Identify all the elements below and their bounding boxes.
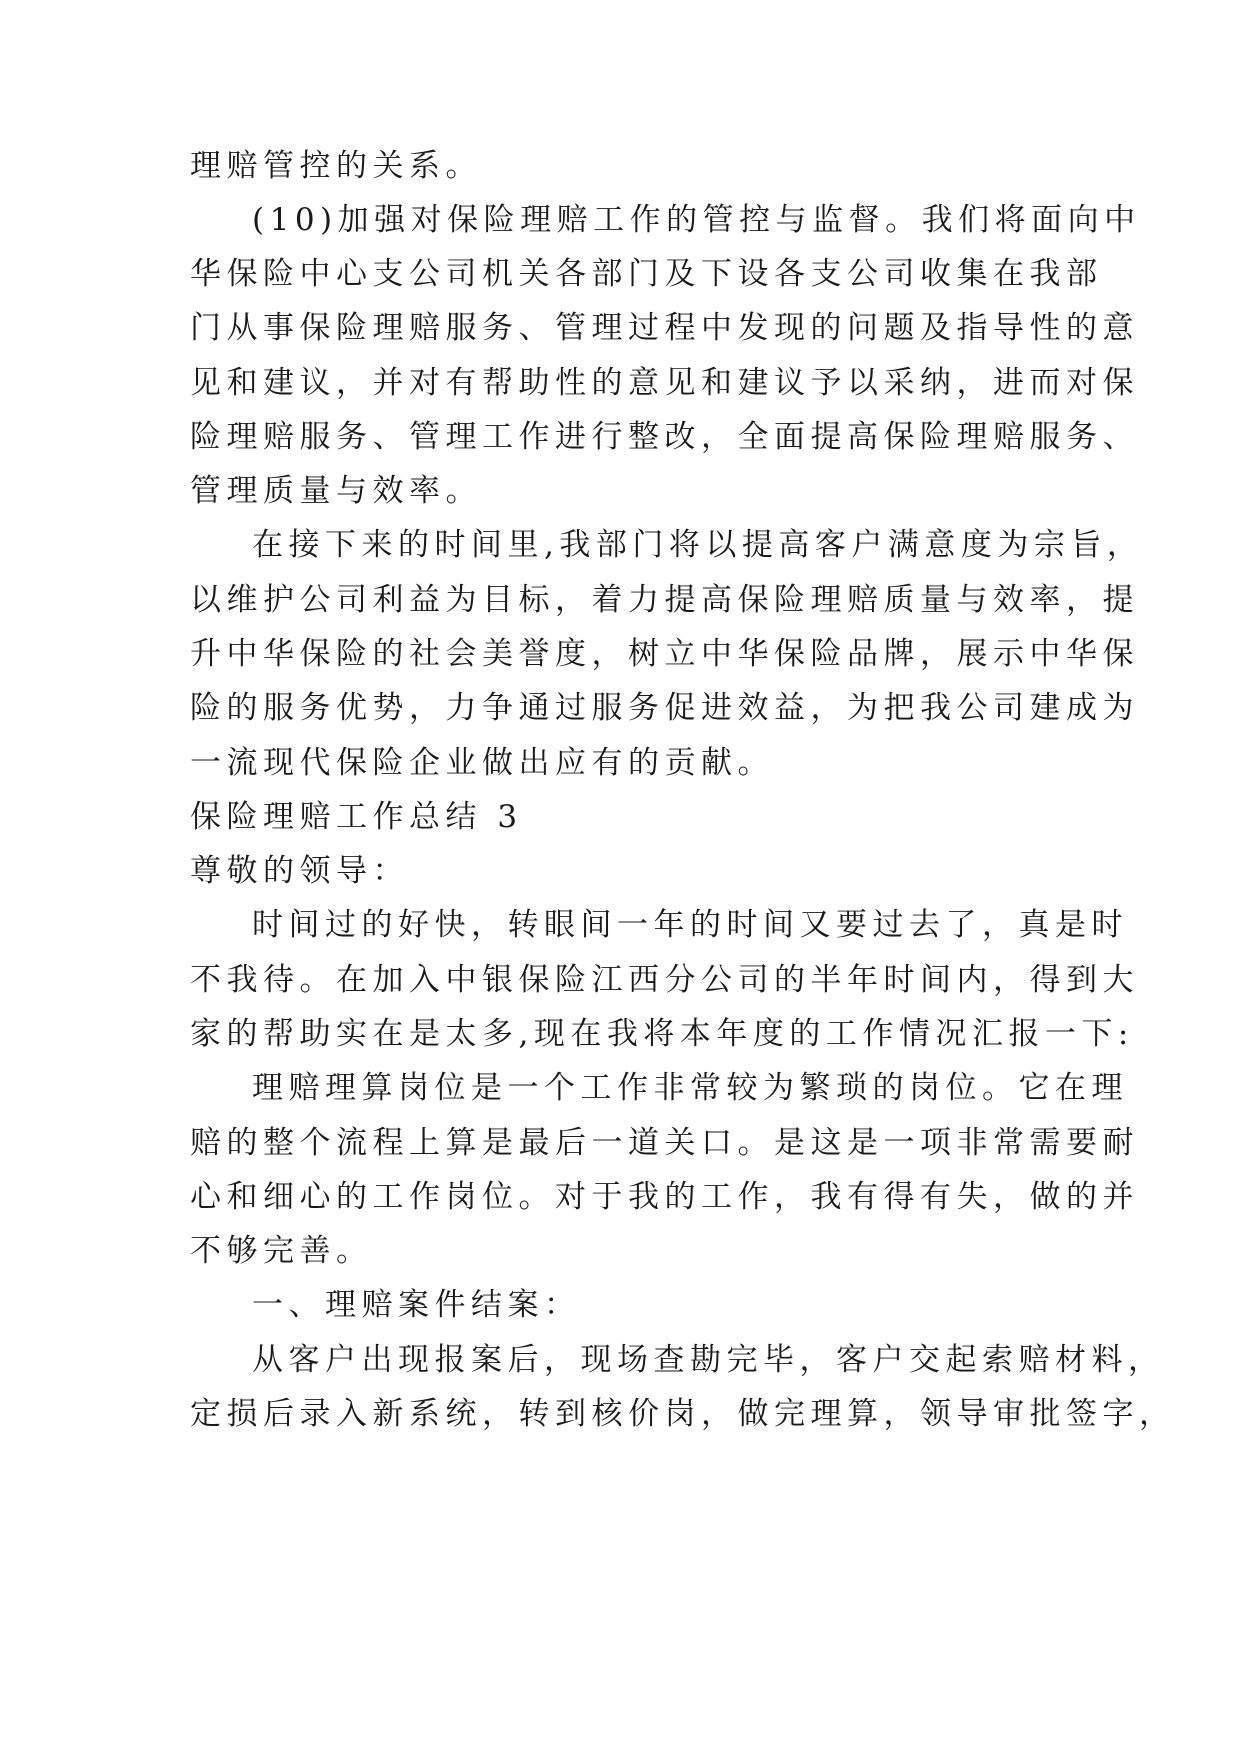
section-heading: 保险理赔工作总结 3 — [190, 799, 523, 835]
paragraph-line: 心和细心的工作岗位。对于我的工作，我有得有失，做的并 — [190, 1179, 1139, 1215]
paragraph-line: 定损后录入新系统，转到核价岗，做完理算，领导审批签字， — [190, 1396, 1176, 1432]
paragraph-line: 华保险中心支公司机关各部门及下设各支公司收集在我部 — [190, 256, 1103, 292]
salutation: 尊敬的领导： — [190, 853, 409, 889]
paragraph-line: 理赔理算岗位是一个工作非常较为繁琐的岗位。它在理 — [252, 1070, 1128, 1106]
paragraph-line: (10)加强对保险理赔工作的管控与监督。我们将面向中 — [252, 202, 1141, 238]
paragraph-line: 不我待。在加入中银保险江西分公司的半年时间内，得到大 — [190, 962, 1139, 998]
paragraph-line: 险理赔服务、管理工作进行整改，全面提高保险理赔服务、 — [190, 419, 1139, 455]
paragraph-line: 时间过的好快，转眼间一年的时间又要过去了，真是时 — [252, 907, 1128, 943]
paragraph-line: 一流现代保险企业做出应有的贡献。 — [190, 745, 774, 781]
paragraph-line: 门从事保险理赔服务、管理过程中发现的问题及指导性的意 — [190, 310, 1139, 346]
paragraph-line: 管理质量与效率。 — [190, 473, 482, 509]
paragraph-line: 家的帮助实在是太多,现在我将本年度的工作情况汇报一下: — [190, 1016, 1134, 1052]
paragraph-line: 从客户出现报案后，现场查勘完毕，客户交起索赔材料， — [252, 1342, 1165, 1378]
paragraph-line: 以维护公司利益为目标，着力提高保险理赔质量与效率，提 — [190, 582, 1139, 618]
paragraph-line: 不够完善。 — [190, 1233, 373, 1269]
subheading: 一、理赔案件结案： — [252, 1287, 581, 1323]
paragraph-line: 升中华保险的社会美誉度，树立中华保险品牌，展示中华保 — [190, 636, 1139, 672]
paragraph-line: 赔的整个流程上算是最后一道关口。是这是一项非常需要耐 — [190, 1125, 1139, 1161]
paragraph-line: 在接下来的时间里,我部门将以提高客户满意度为宗旨， — [252, 527, 1144, 563]
paragraph-line: 见和建议，并对有帮助性的意见和建议予以采纳，进而对保 — [190, 365, 1139, 401]
paragraph-line: 险的服务优势，力争通过服务促进效益，为把我公司建成为 — [190, 690, 1139, 726]
paragraph-line: 理赔管控的关系。 — [190, 148, 482, 184]
